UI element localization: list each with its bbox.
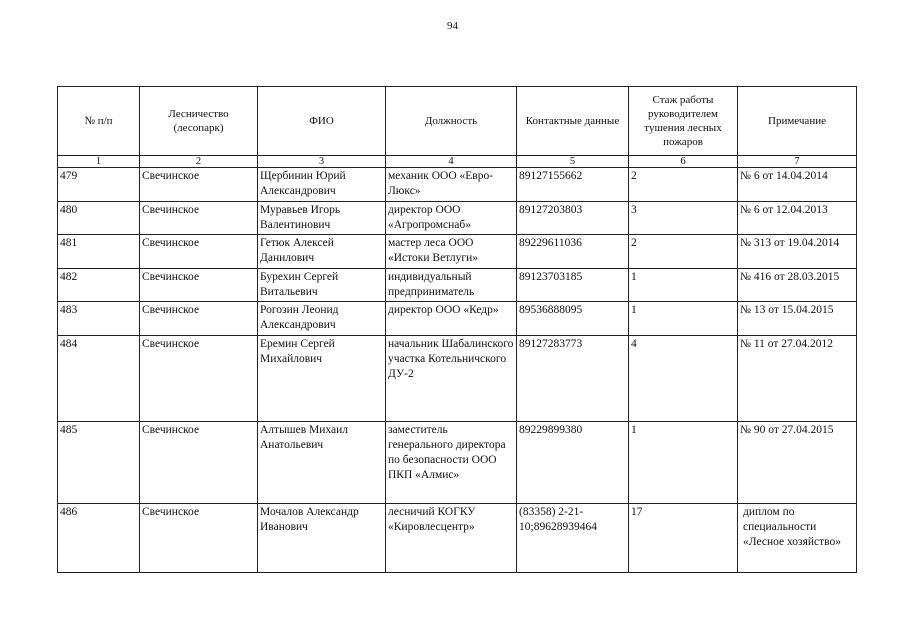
row-contact: 89127283773 xyxy=(517,336,629,422)
row-forestry: Свечинское xyxy=(140,235,258,269)
column-number: 7 xyxy=(738,156,857,168)
row-contact: 89229899380 xyxy=(517,422,629,504)
row-forestry: Свечинское xyxy=(140,202,258,235)
row-experience: 1 xyxy=(629,422,738,504)
row-experience: 1 xyxy=(629,269,738,302)
row-forestry: Свечинское xyxy=(140,504,258,573)
row-note: № 6 от 14.04.2014 xyxy=(738,168,857,202)
row-number: 480 xyxy=(58,202,140,235)
row-number: 485 xyxy=(58,422,140,504)
header-name: ФИО xyxy=(258,87,386,156)
row-experience: 2 xyxy=(629,235,738,269)
row-forestry: Свечинское xyxy=(140,422,258,504)
table-row xyxy=(58,422,857,504)
row-position: директор ООО «Кедр» xyxy=(386,302,517,336)
row-experience: 3 xyxy=(629,202,738,235)
header-position: Должность xyxy=(386,87,517,156)
row-name: Мочалов Александр Иванович xyxy=(258,504,386,573)
page-number: 94 xyxy=(447,20,458,32)
row-contact: 89123703185 xyxy=(517,269,629,302)
row-contact: 89127203803 xyxy=(517,202,629,235)
row-forestry: Свечинское xyxy=(140,168,258,202)
row-name: Рогозин Леонид Александрович xyxy=(258,302,386,336)
row-experience: 2 xyxy=(629,168,738,202)
table-row xyxy=(58,336,857,422)
row-number: 479 xyxy=(58,168,140,202)
table-row xyxy=(58,504,857,573)
row-number: 481 xyxy=(58,235,140,269)
row-position: индивидуальный предприниматель xyxy=(386,269,517,302)
header-forestry: Лесничество (лесопарк) xyxy=(140,87,258,156)
table-row xyxy=(58,168,857,202)
row-note: № 90 от 27.04.2015 xyxy=(738,422,857,504)
table-header-row xyxy=(58,87,857,156)
row-note: диплом по специальности «Лесное хозяйство» xyxy=(738,504,857,573)
column-number: 6 xyxy=(629,156,738,168)
row-number: 482 xyxy=(58,269,140,302)
table-row xyxy=(58,269,857,302)
row-number: 483 xyxy=(58,302,140,336)
row-experience: 17 xyxy=(629,504,738,573)
fire-managers-table xyxy=(57,86,857,573)
row-position: директор ООО «Агропромснаб» xyxy=(386,202,517,235)
row-note: № 6 от 12.04.2013 xyxy=(738,202,857,235)
row-name: Алтышев Михаил Анатольевич xyxy=(258,422,386,504)
column-number-row xyxy=(58,156,857,168)
row-position: заместитель генерального директора по безопасности ООО ПКП «Алмис» xyxy=(386,422,517,504)
table-row xyxy=(58,235,857,269)
row-note: № 11 от 27.04.2012 xyxy=(738,336,857,422)
row-position: мастер леса ООО «Истоки Ветлуги» xyxy=(386,235,517,269)
row-note: № 313 от 19.04.2014 xyxy=(738,235,857,269)
column-number: 1 xyxy=(58,156,140,168)
row-note: № 13 от 15.04.2015 xyxy=(738,302,857,336)
header-experience: Стаж работы руководителем тушения лесных пожаров xyxy=(629,87,738,156)
row-position: начальник Шабалинского участка Котельничского ДУ-2 xyxy=(386,336,517,422)
row-note: № 416 от 28.03.2015 xyxy=(738,269,857,302)
table-row xyxy=(58,302,857,336)
row-number: 486 xyxy=(58,504,140,573)
table-row xyxy=(58,202,857,235)
row-name: Муравьев Игорь Валентинович xyxy=(258,202,386,235)
row-forestry: Свечинское xyxy=(140,336,258,422)
column-number: 3 xyxy=(258,156,386,168)
row-contact: 89536888095 xyxy=(517,302,629,336)
row-forestry: Свечинское xyxy=(140,302,258,336)
row-number: 484 xyxy=(58,336,140,422)
row-name: Гетюк Алексей Данилович xyxy=(258,235,386,269)
row-forestry: Свечинское xyxy=(140,269,258,302)
header-note: Примечание xyxy=(738,87,857,156)
row-experience: 1 xyxy=(629,302,738,336)
row-name: Щербинин Юрий Александрович xyxy=(258,168,386,202)
row-experience: 4 xyxy=(629,336,738,422)
column-number: 4 xyxy=(386,156,517,168)
row-name: Бурехин Сергей Витальевич xyxy=(258,269,386,302)
row-name: Еремин Сергей Михайлович xyxy=(258,336,386,422)
header-number: № п/п xyxy=(58,87,140,156)
row-contact: 89229611036 xyxy=(517,235,629,269)
row-position: механик ООО «Евро-Люкс» xyxy=(386,168,517,202)
header-contact: Контактные данные xyxy=(517,87,629,156)
column-number: 5 xyxy=(517,156,629,168)
column-number: 2 xyxy=(140,156,258,168)
row-contact: (83358) 2-21-10;89628939464 xyxy=(517,504,629,573)
row-contact: 89127155662 xyxy=(517,168,629,202)
row-position: лесничий КОГКУ «Кировлесцентр» xyxy=(386,504,517,573)
